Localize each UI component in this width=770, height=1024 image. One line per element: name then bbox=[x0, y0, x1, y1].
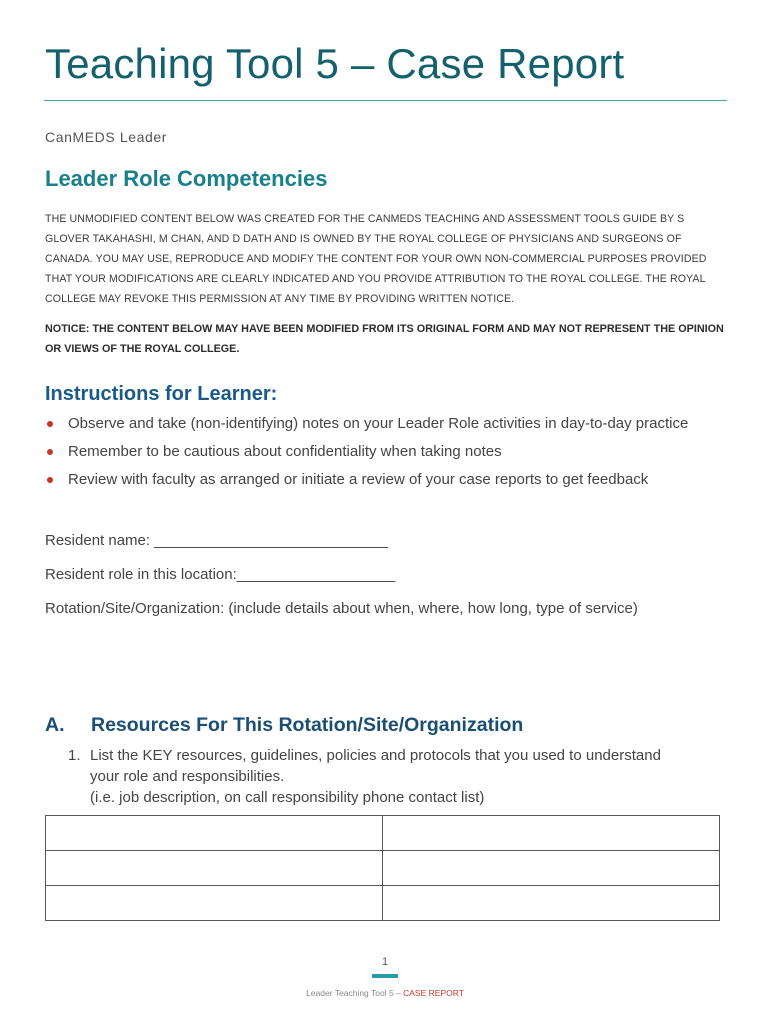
page-footer bbox=[0, 988, 770, 998]
instructions-heading: Instructions for Learner: bbox=[45, 383, 278, 405]
section-a-title: Resources For This Rotation/Site/Organization bbox=[91, 714, 524, 736]
list-item-text: Remember to be cautious about confidentiality when taking notes bbox=[68, 443, 502, 460]
list-item bbox=[45, 441, 745, 469]
table-row bbox=[46, 886, 720, 921]
page-subtitle: CanMEDS Leader bbox=[45, 129, 168, 145]
table-cell[interactable] bbox=[46, 816, 383, 851]
page-number: 1 bbox=[381, 956, 389, 968]
item-number: 1. bbox=[68, 747, 81, 764]
list-item-text: Observe and take (non-identifying) notes on your Leader Role activities in day-to-day practice bbox=[68, 415, 689, 432]
section-a-heading bbox=[45, 714, 523, 737]
bullet-icon bbox=[47, 477, 53, 483]
copyright-paragraph: THE UNMODIFIED CONTENT BELOW WAS CREATED FOR THE CANMEDS TEACHING AND ASSESSMENT TOOLS GUIDE BY S GLOVER TAKAHASHI, M CHAN, AND D DATH AND IS OWNED BY THE ROYAL COLLEGE OF PHYSICIANS AND SURGEONS OF CANADA. YOU MAY USE, REPRODUCE AND MODIFY THE CONTENT FOR YOUR OWN NON-COMMERCIAL PURPOSES PROVIDED THAT YOUR MODIFICATIONS ARE CLEARLY INDICATED AND YOU PROVIDE ATTRIBUTION TO THE ROYAL COLLEGE. THE ROYAL COLLEGE MAY REVOKE THIS PERMISSION AT ANY TIME BY PROVIDING WRITTEN NOTICE. bbox=[45, 213, 707, 305]
table-row bbox=[46, 851, 720, 886]
list-item bbox=[45, 469, 745, 497]
item-line: (i.e. job description, on call responsibility phone contact list) bbox=[90, 789, 485, 806]
instructions-list bbox=[45, 413, 745, 497]
footer-text: Leader Teaching Tool 5 – bbox=[306, 988, 404, 998]
resources-table bbox=[45, 815, 720, 921]
item-line: your role and responsibilities. bbox=[90, 768, 285, 785]
footer-accent-text: CASE REPORT bbox=[403, 988, 464, 998]
list-item bbox=[45, 413, 745, 441]
section-a-letter: A. bbox=[45, 714, 65, 736]
table-cell[interactable] bbox=[46, 886, 383, 921]
bullet-icon bbox=[47, 421, 53, 427]
competencies-heading: Leader Role Competencies bbox=[45, 166, 328, 191]
resident-role-field[interactable]: Resident role in this location:___________________ bbox=[45, 566, 396, 583]
resident-name-field[interactable]: Resident name: ____________________________ bbox=[45, 532, 388, 549]
table-row bbox=[46, 816, 720, 851]
table-cell[interactable] bbox=[383, 816, 720, 851]
rotation-field[interactable]: Rotation/Site/Organization: (include details about when, where, how long, type of service) bbox=[45, 600, 638, 617]
item-line: List the KEY resources, guidelines, policies and protocols that you used to understand bbox=[90, 747, 661, 764]
list-item-text: Review with faculty as arranged or initiate a review of your case reports to get feedback bbox=[68, 471, 649, 488]
table-cell[interactable] bbox=[46, 851, 383, 886]
page-number-bar bbox=[372, 974, 398, 978]
page-title: Teaching Tool 5 – Case Report bbox=[45, 40, 625, 87]
numbered-item bbox=[68, 745, 708, 808]
notice-paragraph: NOTICE: THE CONTENT BELOW MAY HAVE BEEN MODIFIED FROM ITS ORIGINAL FORM AND MAY NOT REPRESENT THE OPINION OR VIEWS OF THE ROYAL COLLEGE. bbox=[45, 323, 724, 355]
title-divider bbox=[44, 100, 727, 101]
table-cell[interactable] bbox=[383, 851, 720, 886]
bullet-icon bbox=[47, 449, 53, 455]
table-cell[interactable] bbox=[383, 886, 720, 921]
